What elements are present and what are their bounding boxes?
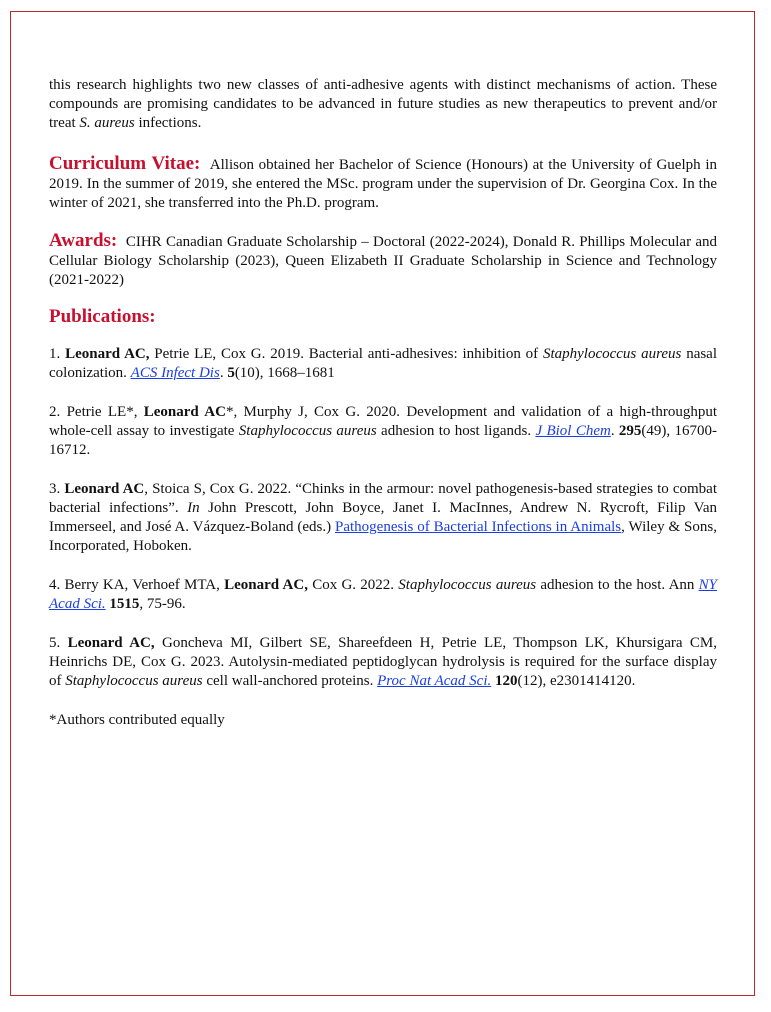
- pub-text: adhesion to host ligands.: [376, 423, 536, 439]
- pub-author: Leonard AC,: [65, 346, 150, 362]
- intro-paragraph: [49, 76, 717, 133]
- journal-link[interactable]: [131, 365, 220, 381]
- pub-number: 1.: [49, 346, 66, 362]
- book-link[interactable]: Pathogenesis of Bacterial Infections in Animals: [335, 519, 622, 535]
- publication-item: [49, 634, 717, 691]
- pub-number: 5.: [49, 635, 68, 651]
- pub-author: Leonard AC,: [67, 635, 155, 651]
- cv-heading: Curriculum Vitae:: [49, 153, 201, 174]
- awards-text: CIHR Canadian Graduate Scholarship – Doctoral (2022-2024), Donald R. Phillips Molecular and Cellular Biology Scholarship (2023), Queen Elizabeth II Graduate Scholarship in Science and Technology (2021-2022): [49, 234, 718, 288]
- pub-text: Goncheva MI, Gilbert SE, Shareefdeen H, Petrie LE, Thompson LK, Khursigara CM, Heinrichs DE, Cox G. 2023. Autolysin-mediated peptidoglycan hydrolysis is required for the surface display of: [49, 635, 718, 689]
- pub-text: cell wall-anchored proteins.: [202, 673, 378, 689]
- pub-text: , Wiley & Sons, Incorporated, Hoboken.: [49, 519, 717, 554]
- pub-text: adhesion to the host. Ann: [536, 577, 699, 593]
- pub-text: .: [219, 365, 228, 381]
- intro-species: S. aureus: [79, 115, 135, 131]
- pub-text: John Prescott, John Boyce, Janet I. MacInnes, Andrew N. Rycroft, Filip Van Immerseel, and José A. Vázquez-Boland (eds.): [49, 500, 718, 535]
- journal-link-label[interactable]: NY Acad Sci.: [49, 577, 717, 612]
- document-body: [49, 76, 717, 730]
- pub-author: Leonard AC,: [224, 577, 308, 593]
- footnote: *Authors contributed equally: [49, 712, 225, 728]
- pub-text: (12), e2301414120.: [517, 673, 636, 689]
- pub-text: (10), 1668–1681: [234, 365, 335, 381]
- pub-text: Petrie LE, Cox G. 2019. Bacterial anti-adhesives: inhibition of: [149, 346, 543, 362]
- pub-number: 3.: [49, 481, 65, 497]
- journal-link-label[interactable]: ACS Infect Dis: [130, 365, 220, 381]
- pub-text: 2. Petrie LE*,: [49, 404, 144, 420]
- publication-item: [49, 345, 717, 383]
- pub-text: Cox G. 2022.: [307, 577, 399, 593]
- cv-section: [49, 154, 717, 213]
- pub-species: Staphylococcus aureus: [542, 346, 682, 362]
- pub-volume: 5: [227, 365, 235, 381]
- cv-text: Allison obtained her Bachelor of Science (Honours) at the University of Guelph in 2019. In the summer of 2019, she entered the MSc. program under the supervision of Dr. Georgina Cox. In the winter of 2021, she transferred into the Ph.D. program.: [49, 157, 717, 211]
- publication-item: [49, 403, 717, 460]
- publications-section: [49, 307, 717, 328]
- journal-link-label[interactable]: Proc Nat Acad Sci.: [377, 673, 492, 689]
- pub-volume: 295: [618, 423, 642, 439]
- journal-link-label[interactable]: J Biol Chem: [535, 423, 611, 439]
- pub-text: 4. Berry KA, Verhoef MTA,: [49, 577, 225, 593]
- pub-in: In: [187, 500, 200, 516]
- pub-species: Staphylococcus aureus: [238, 423, 377, 439]
- pub-text: (49), 16700-16712.: [49, 423, 717, 458]
- awards-section: [49, 231, 717, 290]
- intro-text: this research highlights two new classes of anti-adhesive agents with distinct mechanisms of action. These compounds are promising candidates to be advanced in future studies as new therapeutics to prevent and/or treat: [49, 77, 717, 131]
- intro-text-end: infections.: [134, 115, 202, 131]
- publication-item: [49, 480, 717, 556]
- pub-text: , Stoica S, Cox G. 2022. “Chinks in the armour: novel pathogenesis-based strategies to combat bacterial infections”.: [49, 481, 717, 516]
- publications-heading: Publications:: [49, 306, 156, 327]
- journal-link[interactable]: [377, 673, 491, 689]
- pub-volume: 1515: [109, 596, 140, 612]
- publication-item: [49, 576, 717, 614]
- pub-volume: 120: [495, 673, 518, 689]
- pub-text: nasal colonization.: [49, 346, 718, 381]
- pub-species: Staphylococcus aureus: [398, 577, 537, 593]
- pub-text: , 75-96.: [139, 596, 186, 612]
- awards-heading: Awards:: [49, 230, 118, 251]
- pub-author: Leonard AC: [143, 404, 226, 420]
- pub-author: Leonard AC: [64, 481, 145, 497]
- journal-link[interactable]: [535, 423, 610, 439]
- pub-text: *, Murphy J, Cox G. 2020. Development and validation of a high-throughput whole-cell assay to investigate: [49, 404, 718, 439]
- pub-species: Staphylococcus aureus: [65, 673, 203, 689]
- pub-text: .: [610, 423, 619, 439]
